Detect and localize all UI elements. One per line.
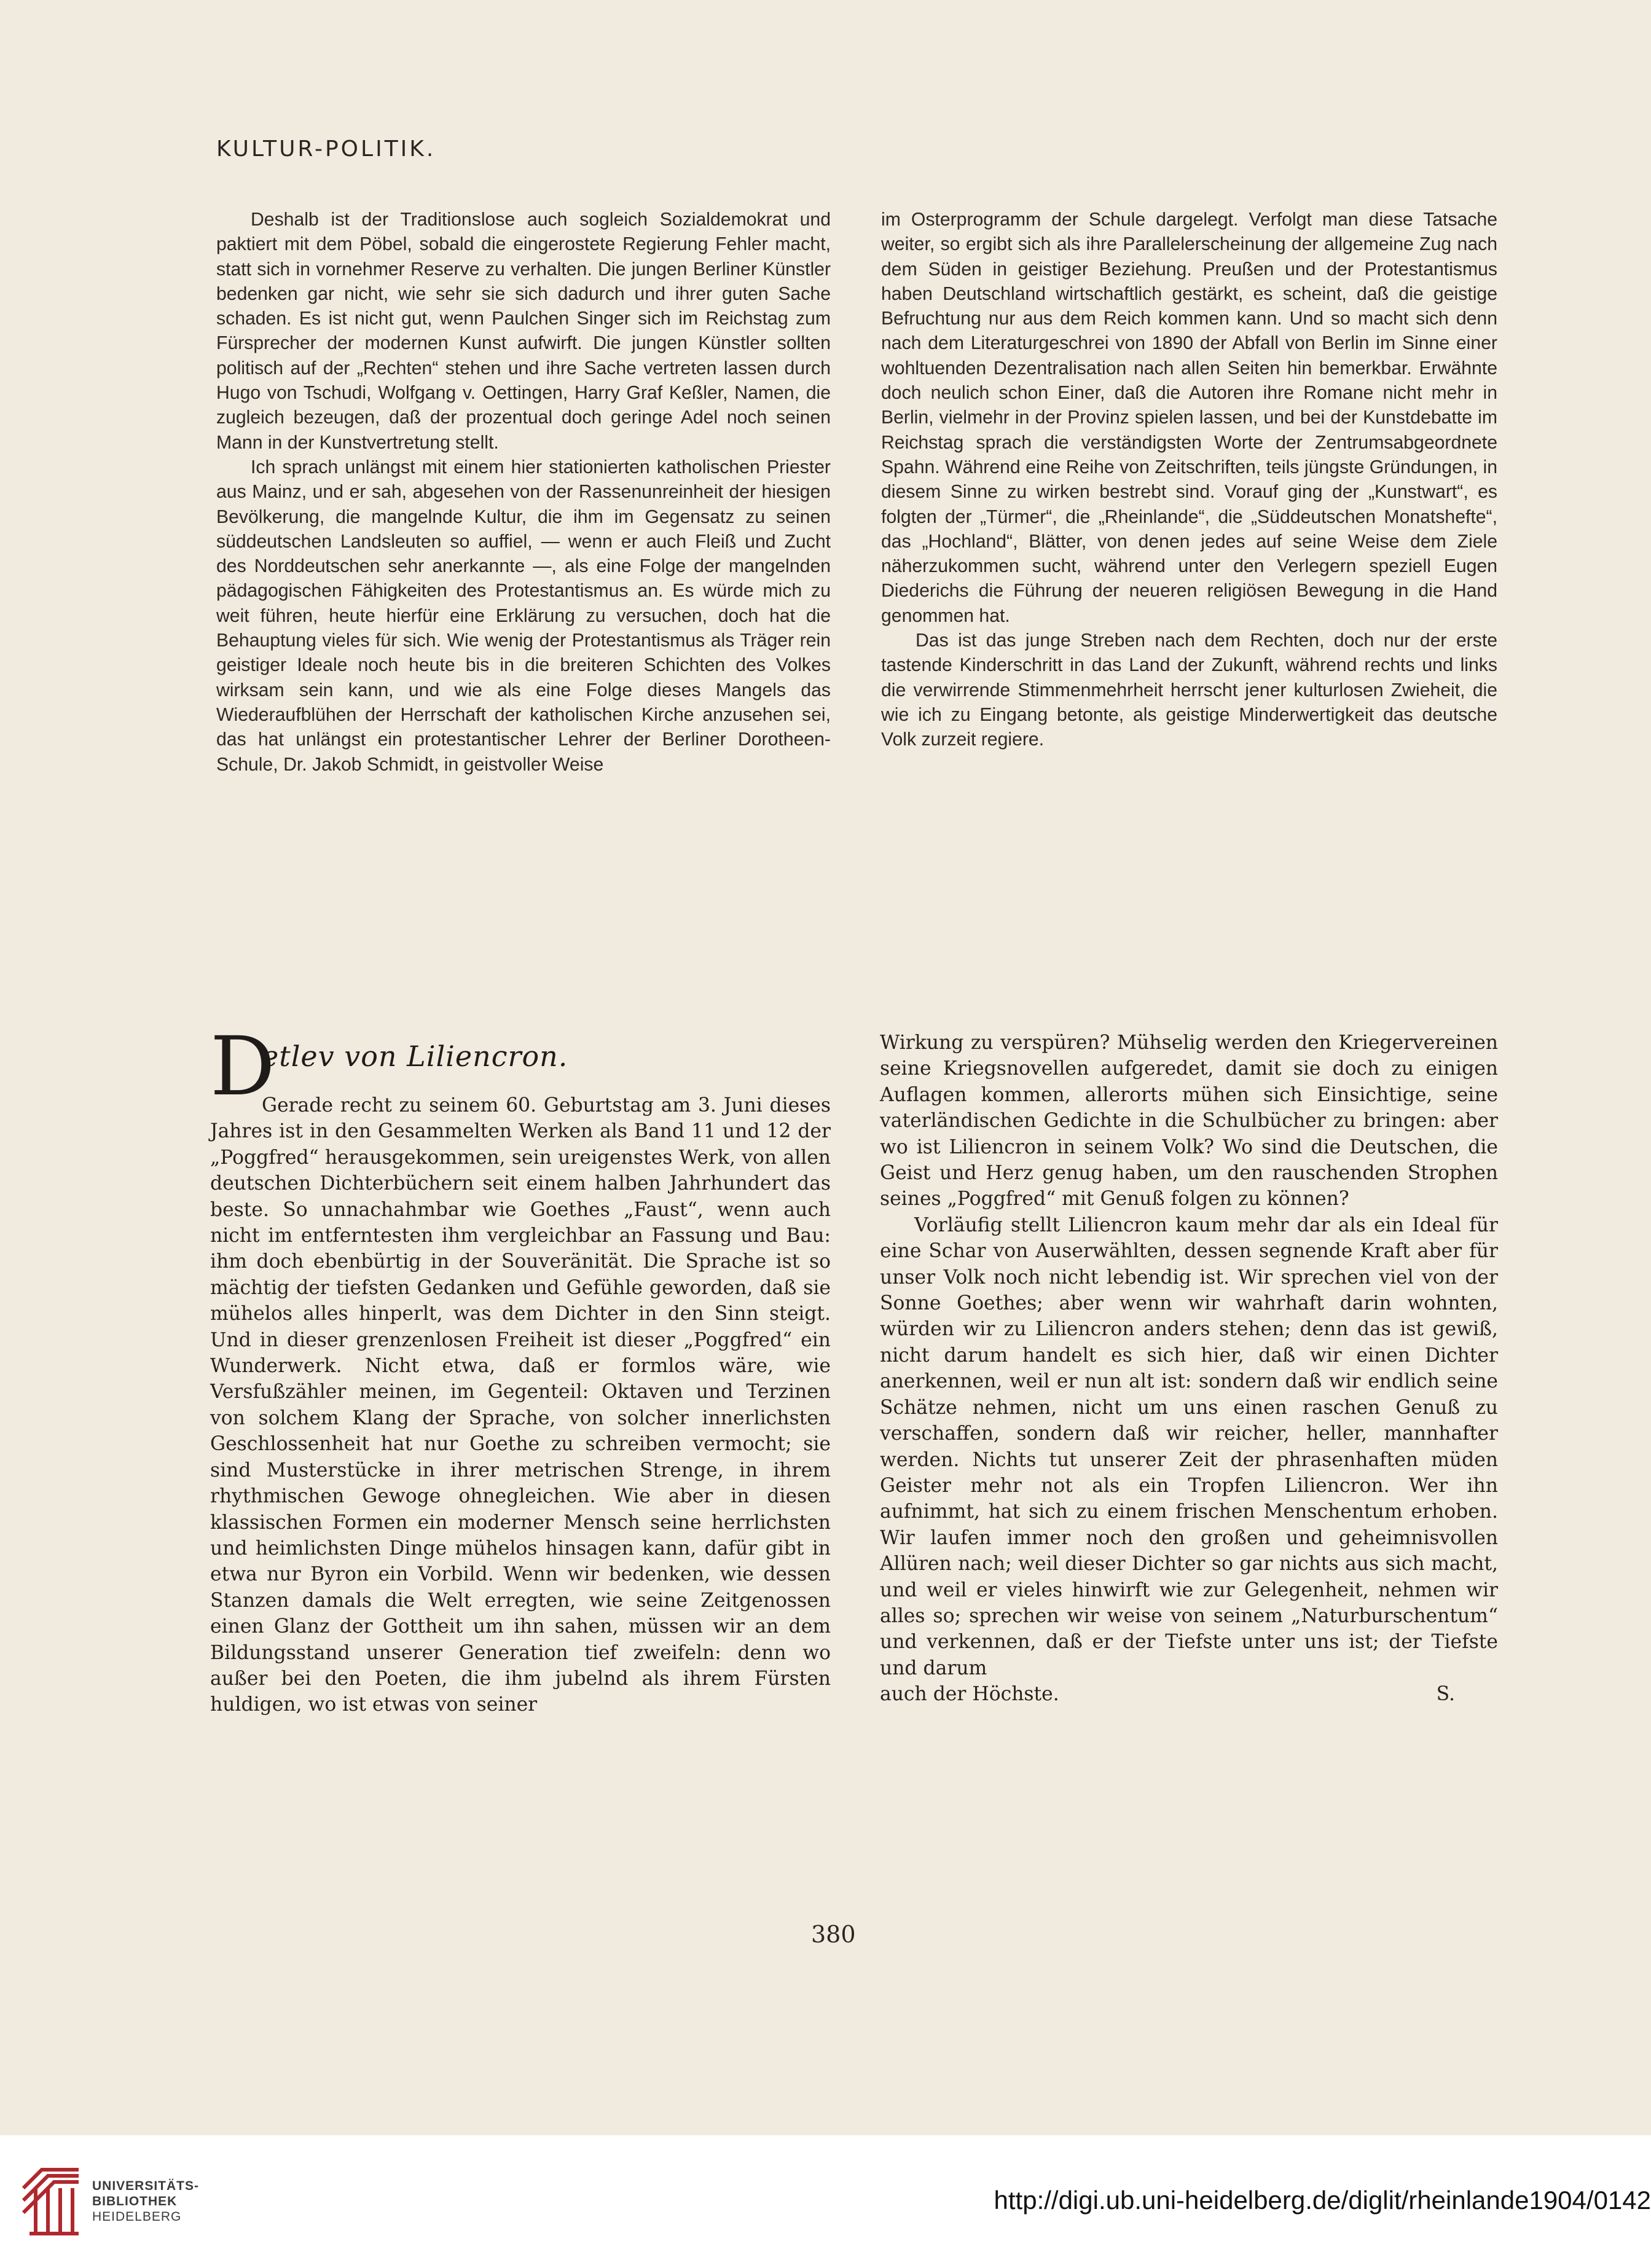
article-right-column [880,1030,1498,1708]
library-line: BIBLIOTHEK [92,2194,178,2208]
paragraph: Das ist das junge Streben nach dem Rechten, doch nur der erste tastende Kinderschritt in das Land der Zukunft, während rechts und links die verwirrende Stimmenmehrheit herrscht jener kulturlosen Zwieheit, die wie ich zu Eingang betonte, als geistige Minderwertigkeit das deutsche Volk zurzeit regiere. [881,630,1497,750]
paragraph: Deshalb ist der Traditionslose auch sogleich Sozialdemokrat und paktiert mit dem Pöbel, sobald die eingerostete Regierung Fehler macht, statt sich in vornehmer Reserve zu verhalten. Die jungen Berliner Künstler bedenken gar nicht, wie sehr sie sich dadurch und ihrer guten Sache schaden. Es ist nicht gut, wenn Paulchen Singer sich im Reichstag zum Fürsprecher der modernen Kunst aufwirft. Die jungen Künstler sollten politisch auf der „Rechten“ stehen und ihre Sache vertreten lassen durch Hugo von Tschudi, Wolfgang v. Oettingen, Harry Graf Keßler, Namen, die zugleich bezeugen, daß der prozentual doch geringe Adel noch seinen Mann in der Kunstvertretung stellt. [216,210,831,453]
footer-bar [0,2135,1651,2268]
article-title: etlev von Liliencron. [262,1040,568,1073]
paragraph: Vorläufig stellt Liliencron kaum mehr dar als ein Ideal für eine Schar von Auserwählten, dessen segnende Kraft aber für unser Volk noch nicht lebendig ist. Wir sprechen viel von der Sonne Goethes; aber wenn wir wahrhaft darin wohnten, würden wir zu Liliencron anders stehen; denn das ist gewiß, nicht darum handelt es sich hier, daß wir einen Dichter anerkennen, weil er nun alt ist: sondern daß wir endlich seine Schätze nehmen, nicht um uns einen raschen Genuß zu verschaffen, sondern daß wir reicher, heller, mannhafter werden. Nichts tut unserer Zeit der phrasenhaften müden Geister mehr not als ein Tropfen Liliencron. Wer ihn aufnimmt, hat sich zu einem frischen Menschentum erhoben. Wir laufen immer noch den großen und geheimnisvollen Allüren nach; weil dieser Dichter so gar nichts aus sich macht, und weil er vieles hinwirft wie zur Gelegenheit, nehmen wir alles so; sprechen wir weise von seinem „Naturburschentum“ und verkennen, daß er der Tiefste unter uns ist; der Tiefste und darum [880,1214,1498,1679]
paragraph: im Osterprogramm der Schule dargelegt. Verfolgt man diese Tatsache weiter, so ergibt sich als ihre Parallelerscheinung der allgemeine Zug nach dem Süden in geistiger Beziehung. Preußen und der Protestantismus haben Deutschland wirtschaftlich gestärkt, es scheint, daß die geistige Befruchtung nur aus dem Reich kommen kann. Und so macht sich denn nach dem Literaturgeschrei von 1890 der Abfall von Berlin im Sinne einer wohltuenden Dezentralisation nach allen Seiten hin bemerkbar. Erwähnte doch neulich schon Einer, daß die Autoren ihre Romane nicht mehr in Berlin, vielmehr in der Provinz spielen lassen, und bei der Kunstdebatte im Reichstag sprach die verständigsten Worte der Zentrumsabgeordnete Spahn. Während eine Reihe von Zeitschriften, teils jüngste Gründungen, in diesem Sinne zu wirken bestrebt sind. Vorauf ging der „Kunstwart“, es folgten der „Türmer“, die „Rheinlande“, die „Süddeutschen Monatshefte“, das „Hochland“, Blätter, von denen jedes auf seine Weise dem Ziele näherzukommen sucht, während unter den Verlegern speziell Eugen Diederichs die Führung der neueren religiösen Bewegung in die Hand genommen hat. [881,210,1497,626]
page-number: 380 [811,1921,856,1948]
signature: S. [1436,1683,1455,1706]
top-left-column [216,208,831,777]
paragraph: Wirkung zu verspüren? Mühselig werden den Kriegervereinen seine Kriegsnovellen aufgeredet, damit sie doch zu einigen Auflagen kommen, allerorts mühen sich Einsichtige, seine vaterländischen Gedichte in die Schulbücher zu bringen: aber wo ist Liliencron in seinem Volk? Wo sind die Deutschen, die Geist und Herz genug haben, um den rauschenden Strophen seines „Poggfred“ mit Genuß folgen zu können? [880,1032,1498,1211]
drop-cap: D [210,1019,275,1114]
closing-text: auch der Höchste. [880,1683,1059,1706]
paragraph: Gerade recht zu seinem 60. Geburtstag am 3. Juni dieses Jahres ist in den Gesammelten Werken als Band 11 und 12 der „Poggfred“ herausgekommen, sein ureigenstes Werk, von allen deutschen Dichterbüchern seit einem halben Jahrhundert das beste. So unnachahmbar wie Goethes „Faust“, wenn auch nicht im entferntesten ihm vergleichbar an Fassung und Bau: ihm doch ebenbürtig in der Souveränität. Die Sprache ist so mächtig der tiefsten Gedanken und Gefühle geworden, daß sie mühelos alles hinperlt, was dem Dichter in den Sinn steigt. Und in dieser grenzenlosen Freiheit ist dieser „Poggfred“ ein Wunderwerk. Nicht etwa, daß er formlos wäre, wie Versfußzähler meinen, im Gegenteil: Oktaven und Terzinen von solchem Klang der Sprache, von solcher innerlichsten Geschlossenheit hat nur Goethe zu schreiben vermocht; sie sind Musterstücke in ihrer metrischen Strenge, in ihrem rhythmischen Gewoge ohnegleichen. Wie aber in diesen klassischen Formen ein moderner Mensch seine herrlichsten und heimlichsten Dinge mühelos hinsagen kann, dafür gibt in etwa nur Byron ein Vorbild. Wenn wir bedenken, wie dessen Stanzen damals die Welt erregten, wie seine Zeitgenossen einen Glanz der Gottheit um ihn sahen, müssen wir an dem Bildungsstand unserer Generation tief zweifeln: denn wo außer bei den Poeten, die ihm jubelnd als ihrem Fürsten huldigen, wo ist etwas von seiner [210,1094,831,1716]
paragraph: Ich sprach unlängst mit einem hier stationierten katholischen Priester aus Mainz, und er sah, abgesehen von der Rassenunreinheit der hiesigen Bevölkerung, die mangelnde Kultur, die ihm im Gegensatz zu seinen süddeutschen Landsleuten so auffiel, — wenn er auch Fleiß und Zucht des Norddeutschen sehr anerkannte —, als eine Folge der mangelnden pädagogischen Fähigkeiten des Protestantismus an. Es würde mich zu weit führen, heute hierfür eine Erklärung zu versuchen, doch hat die Behauptung vieles für sich. Wie wenig der Protestantismus als Träger rein geistiger Ideale noch heute bis in die breiteren Schichten des Volkes wirksam sein kann, und wie als eine Folge dieses Mangels das Wiederaufblühen der Herrschaft der katholischen Kirche anzusehen sei, das hat unlängst ein protestantischer Lehrer der Berliner Dorotheen-Schule, Dr. Jakob Schmidt, in geistvoller Weise [216,457,831,775]
source-url-link[interactable]: http://digi.ub.uni-heidelberg.de/diglit/rheinlande1904/0142 [994,2186,1651,2215]
running-header: KULTUR-POLITIK. [216,136,436,162]
closing-line [880,1681,1498,1707]
library-line: UNIVERSITÄTS- [92,2179,200,2193]
top-right-column [881,208,1497,753]
library-logo-icon [17,2164,90,2240]
article-title-block [210,1019,831,1123]
library-name [92,2178,199,2224]
article-left-column [210,1019,831,1718]
library-line: HEIDELBERG [92,2210,182,2224]
